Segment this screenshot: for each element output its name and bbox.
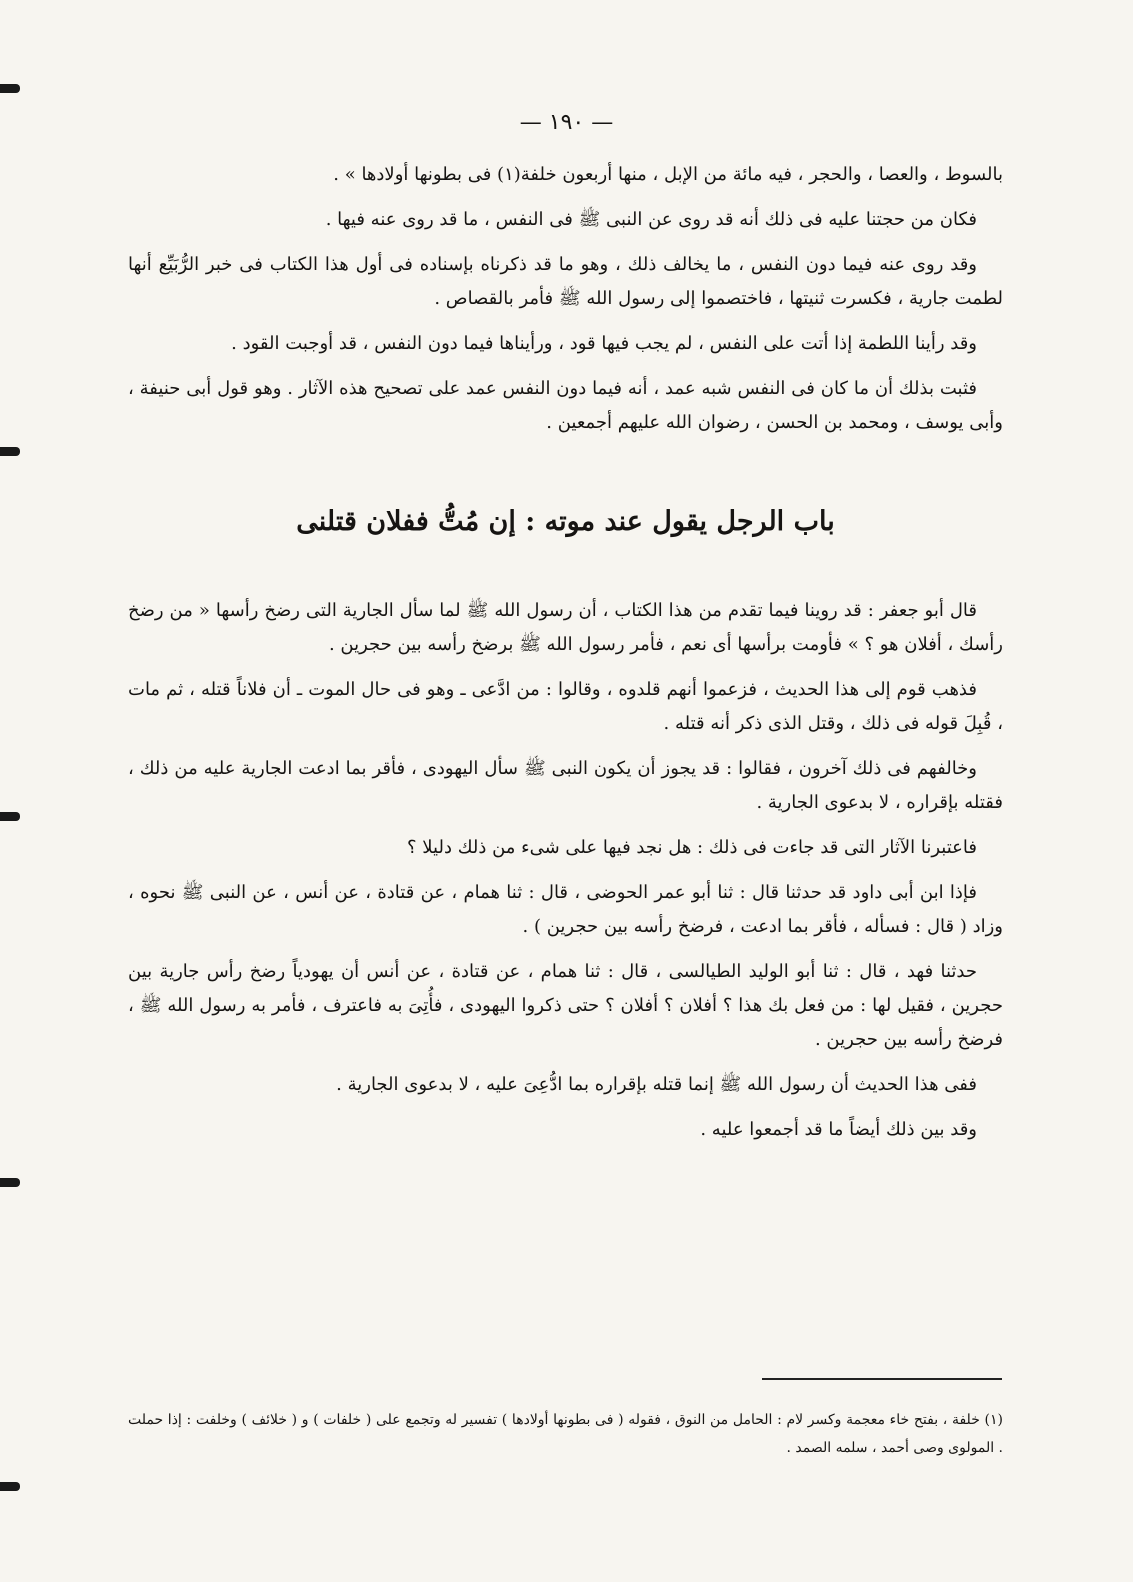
scan-edge-mark: [0, 447, 20, 456]
paragraph: وقد بين ذلك أيضاً ما قد أجمعوا عليه .: [700, 1119, 977, 1140]
scan-edge-mark: [0, 812, 20, 821]
main-text: [128, 158, 1003, 1158]
scan-edge-mark: [0, 1178, 20, 1187]
paragraph: قال أبو جعفر : قد روينا فيما تقدم من هذا الكتاب ، أن رسول الله ﷺ لما سأل الجارية التى رضخ رأسها « من رضخ رأسك ، أفلان هو ؟ » فأومت برأسها أى نعم ، فأمر رسول الله ﷺ برضخ رأسه بين حجرين .: [128, 600, 1003, 655]
scan-edge-mark: [0, 84, 20, 93]
footnote: (١) خلفة ، بفتح خاء معجمة وكسر لام : الحامل من النوق ، فقوله ( فى بطونها أولادها ) تفسير له وتجمع على ( خلفات ) و ( خلائف ) وخلفت : إذا حملت . المولوى وصى أحمد ، سلمه الصمد .: [128, 1412, 1003, 1456]
footnote-divider: [762, 1378, 1002, 1380]
paragraph: فذهب قوم إلى هذا الحديث ، فزعموا أنهم قلدوه ، وقالوا : من ادَّعى ـ وهو فى حال الموت ـ أن فلاناً قتله ، ثم مات ، قُبِلَ قوله فى ذلك ، وقتل الذى ذكر أنه قتله .: [128, 679, 1003, 734]
paragraph: فكان من حجتنا عليه فى ذلك أنه قد روى عن النبى ﷺ فى النفس ، ما قد روى عنه فيها .: [325, 209, 977, 230]
paragraph: وخالفهم فى ذلك آخرون ، فقالوا : قد يجوز أن يكون النبى ﷺ سأل اليهودى ، فأقر بما ادعت الجارية عليه من ذلك ، فقتله بإقراره ، لا بدعوى الجارية .: [128, 758, 1003, 813]
page-number: — ١٩٠ —: [519, 110, 614, 135]
paragraph: فاعتبرنا الآثار التى قد جاءت فى ذلك : هل نجد فيها على شىء من ذلك دليلا ؟: [407, 837, 977, 858]
paragraph: ففى هذا الحديث أن رسول الله ﷺ إنما قتله بإقراره بما ادُّعِىَ عليه ، لا بدعوى الجارية .: [336, 1074, 977, 1095]
paragraph: وقد روى عنه فيما دون النفس ، ما يخالف ذلك ، وهو ما قد ذكرناه بإسناده فى أول هذا الكتاب فى خبر الرُّبَيِّع أنها لطمت جارية ، فكسرت ثنيتها ، فاختصموا إلى رسول الله ﷺ فأمر بالقصاص .: [128, 254, 1003, 309]
paragraph: حدثنا فهد ، قال : ثنا أبو الوليد الطيالسى ، قال : ثنا همام ، عن قتادة ، عن أنس أن يهودياً رضخ رأس جارية بين حجرين ، فقيل لها : من فعل بك هذا ؟ أفلان ؟ أفلان ؟ حتى ذكروا اليهودى ، فأُتِىَ به فاعترف ، فأمر به رسول الله ﷺ ، فرضخ رأسه بين حجرين .: [128, 961, 1003, 1050]
paragraph: بالسوط ، والعصا ، والحجر ، فيه مائة من الإبل ، منها أربعون خلفة(١) فى بطونها أولادها » .: [333, 164, 1003, 185]
chapter-heading: باب الرجل يقول عند موته : إن مُتُّ ففلان قتلنى: [296, 506, 835, 537]
scan-edge-mark: [0, 1482, 20, 1491]
paragraph: وقد رأينا اللطمة إذا أتت على النفس ، لم يجب فيها قود ، ورأيناها فيما دون النفس ، قد أوجبت القود .: [231, 333, 977, 354]
paragraph: فإذا ابن أبى داود قد حدثنا قال : ثنا أبو عمر الحوضى ، قال : ثنا همام ، عن قتادة ، عن أنس ، عن النبى ﷺ نحوه ، وزاد ( قال : فسأله ، فأقر بما ادعت ، فرضخ رأسه بين حجرين ) .: [128, 882, 1003, 937]
footnotes: [128, 1406, 1003, 1462]
paragraph: فثبت بذلك أن ما كان فى النفس شبه عمد ، أنه فيما دون النفس عمد على تصحيح هذه الآثار . وهو قول أبى حنيفة ، وأبى يوسف ، ومحمد بن الحسن ، رضوان الله عليهم أجمعين .: [128, 378, 1003, 433]
